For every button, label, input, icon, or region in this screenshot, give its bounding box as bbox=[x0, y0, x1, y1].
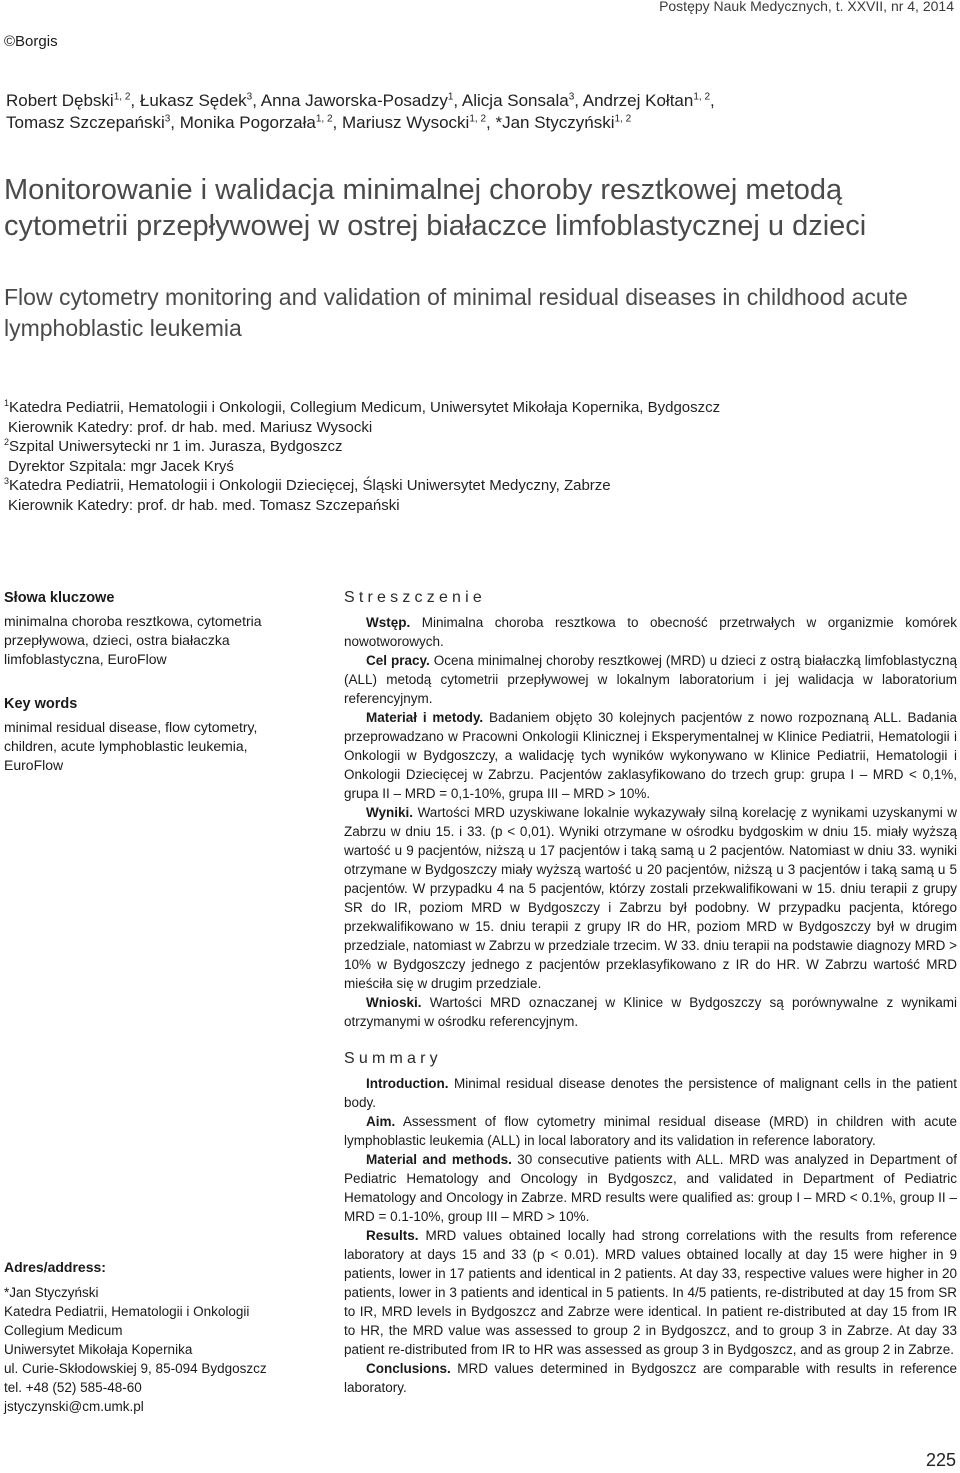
summary-paragraph: Aim. Assessment of flow cytometry minimal residual disease (MRD) in children with acute lymphoblastic leukemia (ALL) in local laboratory and its validation in reference laboratory. bbox=[344, 1114, 957, 1148]
author-affiliation-sup: 1 bbox=[447, 91, 454, 103]
author-line-1: Robert Dębski$^{1, 2}$, Łukasz Sędek$^3$, Anna Jaworska-Posadzy$^1$, Alicja Sonsala$^3$, Andrzej Kołtan$^{1, 2}$, bbox=[6, 91, 715, 110]
author-name: Monika Pogorzała bbox=[179, 113, 316, 132]
summary-paragraph: Material and methods. 30 consecutive patients with ALL. MRD was analyzed in Department of Pediatric Hematology and Oncology in Bydgoszcz, and validated in Department of Pediatric Hematology and Oncology in Zabrze. MRD results were qualified as: group I – MRD < 0.1%, group II – MRD = 0.1-10%, group III – MRD > 10%. bbox=[344, 1152, 957, 1224]
author-affiliation-sup: 1, 2 bbox=[315, 113, 333, 125]
abstract-english-heading: Summary bbox=[344, 1050, 442, 1067]
affiliation-line: Kierownik Katedry: prof. dr hab. med. Tomasz Szczepański bbox=[8, 496, 400, 514]
author-affiliation-sup: 3 bbox=[246, 91, 253, 103]
author-line-2: Tomasz Szczepański$^3$, Monika Pogorzała$^{1, 2}$, Mariusz Wysocki$^{1, 2}$, *Jan Styczyński$^{1, 2}$ bbox=[6, 113, 632, 132]
author-name: Anna Jaworska-Posadzy bbox=[260, 91, 448, 110]
address-line: *Jan Styczyński bbox=[4, 1285, 99, 1300]
journal-citation: Postępy Nauk Medycznych, t. XXVII, nr 4, 2014 bbox=[659, 0, 954, 14]
address-heading: Adres/address: bbox=[4, 1259, 106, 1275]
abstract-paragraph: Wnioski. Wartości MRD oznaczanej w Klinice w Bydgoszczy są porównywalne z wynikami otrzymanymi w ośrodku referencyjnym. bbox=[344, 995, 957, 1029]
author-affiliation-sup: 1, 2 bbox=[693, 91, 711, 103]
author-list bbox=[6, 90, 936, 134]
author-name: Tomasz Szczepański bbox=[6, 113, 165, 132]
abstract-paragraph: Cel pracy. Ocena minimalnej choroby resztkowej (MRD) u dzieci z ostrą białaczką limfoblastyczną (ALL) metodą cytometrii przepływowej w lokalnym laboratorium i jej walidacja w laboratorium referencyjnym. bbox=[344, 653, 957, 706]
author-affiliation-sup: 3 bbox=[568, 91, 575, 103]
affiliation-line: Dyrektor Szpitala: mgr Jacek Kryś bbox=[8, 457, 234, 475]
keywords-pl-heading: Słowa kluczowe bbox=[4, 590, 115, 606]
author-name: Robert Dębski bbox=[6, 91, 114, 110]
address-line: Katedra Pediatrii, Hematologii i Onkologii bbox=[4, 1304, 250, 1319]
affiliation-line: $^2$Szpital Uniwersytecki nr 1 im. Jurasza, Bydgoszcz bbox=[4, 437, 343, 455]
keywords-column bbox=[4, 589, 304, 801]
address-line: Uniwersytet Mikołaja Kopernika bbox=[4, 1342, 193, 1357]
affiliations bbox=[4, 398, 954, 515]
affiliation-line: $^1$Katedra Pediatrii, Hematologii i Onkologii, Collegium Medicum, Uniwersytet Mikołaja Kopernika, Bydgoszcz bbox=[4, 398, 721, 416]
abstract-english bbox=[344, 1049, 957, 1397]
author-name: Łukasz Sędek bbox=[139, 91, 247, 110]
article-title-english: Flow cytometry monitoring and validation of minimal residual diseases in childhood acute lymphoblastic leukemia bbox=[4, 284, 908, 341]
keywords-en-heading: Key words bbox=[4, 696, 78, 712]
publisher-mark: ©Borgis bbox=[4, 33, 58, 50]
affiliation-line: $^3$Katedra Pediatrii, Hematologii i Onkologii Dziecięcej, Śląski Uniwersytet Medyczny, Zabrze bbox=[4, 476, 611, 494]
author-name: Andrzej Kołtan bbox=[582, 91, 694, 110]
author-name: Alicja Sonsala bbox=[461, 91, 569, 110]
abstract-paragraph: Materiał i metody. Badaniem objęto 30 kolejnych pacjentów z nowo rozpoznaną ALL. Badania przeprowadzano w Pracowni Onkologii Klinicznej i Eksperymentalnej w Klinice Pediatrii, Hematologii i Onkologii w Bydgoszczy, a walidację tych wyników wykonywano w Klinice Pediatrii, Hematologii i Onkologii Dziecięcej w Zabrzu. Pacjentów zaklasyfikowano do trzech grup: grupa I – MRD < 0,1%, grupa II – MRD = 0,1-10%, grupa III – MRD > 10%. bbox=[344, 710, 957, 801]
author-affiliation-sup: 1, 2 bbox=[113, 91, 131, 103]
abstract-polish-heading: Streszczenie bbox=[344, 589, 486, 606]
abstract-paragraph: Wyniki. Wartości MRD uzyskiwane lokalnie wykazywały silną korelację z wynikami uzyskanymi w Zabrzu w dniu 15. i 33. (p < 0,01). Wyniki otrzymane w ośrodku bydgoskim w dniu 15. miały wyższą wartość u 9 pacjentów, niższą u 17 pacjentów i taką samą u 2 pacjentów. Natomiast w dniu 33. wyniki otrzymane w Bydgoszczy miały wyższą wartość u 20 pacjentów, niższą u 3 pacjentów i taką samą u 5 pacjentów. W przypadku 4 na 5 pacjentów, którzy zostali przekwalifikowani w 15. dniu terapii z grupy SR do IR, poziom MRD w Bydgoszczy i Zabrzu był podobny. W przypadku pacjenta, którego przekwalifikowano w 15. dniu terapii z grupy IR do HR, poziom MRD w Bydgoszczy był w drugim przedziale, natomiast w Zabrzu w przedziale trzecim. W 33. dniu terapii na podstawie diagnozy MRD > 10% w Bydgoszczy jednego z pacjentów przeklasyfikowano z IR do HR. W Zabrzu wartość MRD mieściła się w drugim przedziale. bbox=[344, 805, 957, 991]
keywords-pl-text: minimalna choroba resztkowa, cytometria przepływowa, dzieci, ostra białaczka limfoblastyczna, EuroFlow bbox=[4, 613, 262, 667]
article-title-polish: Monitorowanie i walidacja minimalnej choroby resztkowej metodą cytometrii przepływowej w ostrej białaczce limfoblastycznej u dzieci bbox=[4, 174, 867, 242]
summary-paragraph: Conclusions. MRD values determined in Bydgoszcz are comparable with results in reference laboratory. bbox=[344, 1361, 957, 1395]
author-name: *Jan Styczyński bbox=[495, 113, 615, 132]
author-affiliation-sup: 1, 2 bbox=[469, 113, 487, 125]
abstract-paragraph: Wstęp. Minimalna choroba resztkowa to obecność przetrwałych w organizmie komórek nowotworowych. bbox=[344, 615, 957, 649]
address-line: tel. +48 (52) 585-48-60 bbox=[4, 1380, 142, 1395]
address-line: ul. Curie-Skłodowskiej 9, 85-094 Bydgoszcz bbox=[4, 1361, 267, 1376]
author-affiliation-sup: 1, 2 bbox=[614, 113, 632, 125]
keywords-en-text: minimal residual disease, flow cytometry, children, acute lymphoblastic leukemia, EuroFlow bbox=[4, 719, 258, 773]
summary-paragraph: Introduction. Minimal residual disease denotes the persistence of malignant cells in the patient body. bbox=[344, 1076, 957, 1110]
summary-paragraph: Results. MRD values obtained locally had strong correlations with the results from reference laboratory at days 15 and 33 (p < 0.01). MRD values obtained locally at day 15 were higher in 9 patients, lower in 17 patients and identical in 2 patients. At day 33, respective values were higher in 20 patients, lower in 3 patients and identical in 5 patients. In 4/5 patients, re-distributed at day 15 from SR to IR, MRD levels in Bydgoszcz and Zabrze were identical. In patient re-distributed at day 15 from IR to HR, the MRD value was assessed to group 2 in Bydgoszcz, and to group 3 in Zabrze. At day 33 patient re-distributed from IR to HR was assessed as group 3 in Bydgoszcz, and as group 2 in Zabrze. bbox=[344, 1228, 957, 1357]
abstract-polish bbox=[344, 588, 957, 1031]
page-number: 225 bbox=[925, 1450, 956, 1470]
address-line: Collegium Medicum bbox=[4, 1323, 123, 1338]
address-email[interactable]: jstyczynski@cm.umk.pl bbox=[4, 1399, 144, 1414]
author-name: Mariusz Wysocki bbox=[341, 113, 470, 132]
affiliation-line: Kierownik Katedry: prof. dr hab. med. Mariusz Wysocki bbox=[8, 418, 373, 436]
author-affiliation-sup: 3 bbox=[164, 113, 171, 125]
correspondence-address bbox=[4, 1258, 314, 1416]
